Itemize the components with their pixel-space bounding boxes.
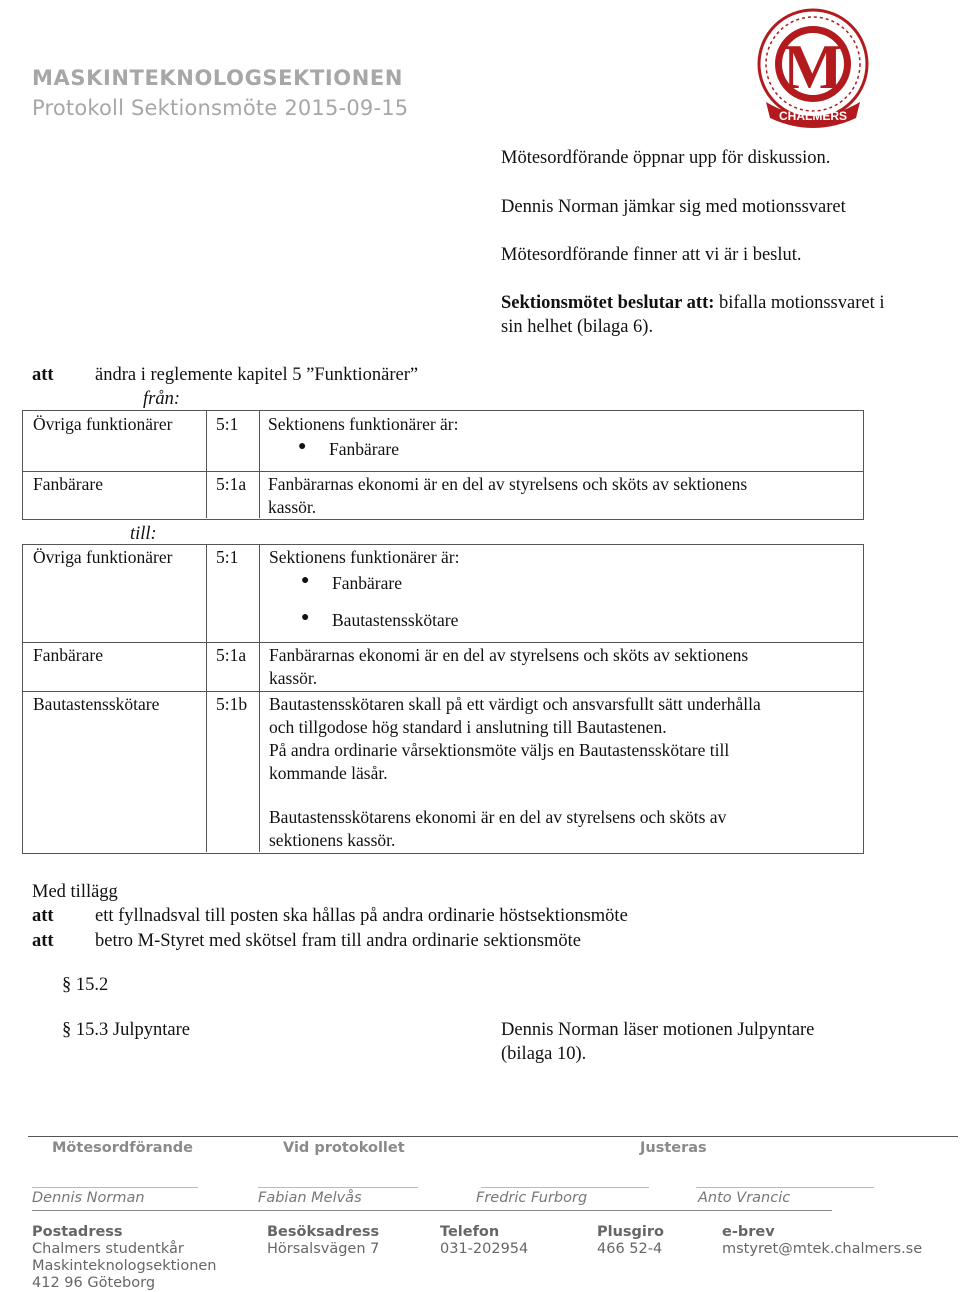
addition-item: ett fyllnadsval till posten ska hållas på andra ordinarie höstsektionsmöte bbox=[95, 906, 628, 926]
footer-divider bbox=[28, 1136, 958, 1137]
motion-change-text: ändra i reglemente kapitel 5 ”Funktionärer” bbox=[95, 365, 419, 385]
section-15-3-text-2: (bilaga 10). bbox=[501, 1044, 587, 1064]
bullet-icon: ● bbox=[298, 439, 307, 454]
table-row bbox=[23, 471, 863, 518]
bullet-item: Bautastensskötare bbox=[332, 610, 459, 630]
resolution-text-1: bifalla motionssvaret i bbox=[714, 293, 885, 313]
section-15-3-heading: § 15.3 Julpyntare bbox=[62, 1020, 190, 1040]
telefon-label: Telefon bbox=[440, 1224, 500, 1240]
paragraph-resolution bbox=[501, 291, 951, 339]
postadress-line-1: Chalmers studentkår bbox=[32, 1241, 184, 1257]
postadress-line-3: 412 96 Göteborg bbox=[32, 1275, 156, 1291]
row-title: Bautastensskötare bbox=[33, 694, 160, 714]
signature-line bbox=[258, 1187, 418, 1188]
row-title: Fanbärare bbox=[33, 645, 103, 665]
row-text-line-1: Fanbärarnas ekonomi är en del av styrelsens och sköts av sektionens bbox=[269, 645, 749, 665]
paragraph-open-discussion: Mötesordförande öppnar upp för diskussion. bbox=[501, 148, 831, 168]
row-paragraph-number: 5:1 bbox=[216, 547, 239, 567]
table-row bbox=[23, 411, 863, 471]
signer-name: Dennis Norman bbox=[32, 1190, 145, 1206]
ebrev-label: e-brev bbox=[722, 1224, 775, 1240]
section-name: MASKINTEKNOLOGSEKTIONEN bbox=[32, 66, 404, 90]
bullet-icon: ● bbox=[301, 610, 310, 625]
row-text-line-3: På andra ordinarie vårsektionsmöte väljs en Bautastensskötare till bbox=[269, 740, 730, 760]
bullet-item: Fanbärare bbox=[332, 573, 402, 593]
row-text-line-1: Bautastensskötaren skall på ett värdigt och ansvarsfullt sätt underhålla bbox=[269, 694, 761, 714]
document-title: Protokoll Sektionsmöte 2015-09-15 bbox=[32, 96, 409, 120]
regulation-table-from bbox=[22, 410, 864, 520]
plusgiro-value: 466 52-4 bbox=[597, 1241, 663, 1257]
row-text: Sektionens funktionärer är: bbox=[268, 414, 459, 434]
regulation-table-to bbox=[22, 544, 864, 854]
att-keyword: att bbox=[32, 906, 54, 926]
postadress-line-2: Maskinteknologsektionen bbox=[32, 1258, 217, 1274]
signer-name: Anto Vrancic bbox=[698, 1190, 791, 1206]
postadress-label: Postadress bbox=[32, 1224, 123, 1240]
row-paragraph-number: 5:1 bbox=[216, 414, 239, 434]
role-chair: Mötesordförande bbox=[52, 1140, 194, 1156]
bullet-icon: ● bbox=[301, 573, 310, 588]
paragraph-decision-ready: Mötesordförande finner att vi är i beslut. bbox=[501, 245, 802, 265]
row-text-line-5: Bautastensskötarens ekonomi är en del av styrelsens och sköts av bbox=[269, 807, 727, 827]
bullet-item: Fanbärare bbox=[329, 439, 399, 459]
addition-item: betro M-Styret med skötsel fram till andra ordinarie sektionsmöte bbox=[95, 931, 582, 951]
signature-line bbox=[696, 1187, 874, 1188]
row-text-line-2: kassör. bbox=[268, 497, 317, 517]
signer-name: Fredric Furborg bbox=[476, 1190, 588, 1206]
signature-line bbox=[481, 1187, 649, 1188]
resolution-label: Sektionsmötet beslutar att: bbox=[501, 293, 715, 313]
section-15-2: § 15.2 bbox=[62, 975, 109, 995]
plusgiro-label: Plusgiro bbox=[597, 1224, 665, 1240]
signer-name: Fabian Melvås bbox=[258, 1190, 362, 1206]
row-title: Fanbärare bbox=[33, 474, 103, 494]
row-title: Övriga funktionärer bbox=[33, 547, 173, 567]
logo-letter: M bbox=[782, 31, 844, 102]
logo-text: CHALMERS bbox=[779, 109, 847, 123]
besoksadress-value: Hörsalsvägen 7 bbox=[267, 1241, 380, 1257]
addition-heading: Med tillägg bbox=[32, 882, 118, 902]
paragraph-amendment: Dennis Norman jämkar sig med motionssvaret bbox=[501, 197, 846, 217]
to-label: till: bbox=[130, 524, 157, 544]
row-paragraph-number: 5:1a bbox=[216, 645, 247, 665]
signature-line bbox=[32, 1187, 198, 1188]
row-title: Övriga funktionärer bbox=[33, 414, 173, 434]
ebrev-value[interactable]: mstyret@mtek.chalmers.se bbox=[722, 1241, 923, 1257]
chalmers-logo bbox=[748, 6, 878, 130]
att-keyword: att bbox=[32, 931, 54, 951]
att-keyword: att bbox=[32, 365, 54, 385]
row-paragraph-number: 5:1b bbox=[216, 694, 248, 714]
row-text-line-4: kommande läsår. bbox=[269, 763, 388, 783]
table-row bbox=[23, 642, 863, 691]
role-adjusters: Justeras bbox=[640, 1140, 707, 1156]
table-row bbox=[23, 691, 863, 852]
row-text-line-2: kassör. bbox=[269, 668, 318, 688]
section-15-3-text-1: Dennis Norman läser motionen Julpyntare bbox=[501, 1020, 815, 1040]
row-text: Sektionens funktionärer är: bbox=[269, 547, 460, 567]
row-text-line-1: Fanbärarnas ekonomi är en del av styrelsens och sköts av sektionens bbox=[268, 474, 748, 494]
telefon-value: 031-202954 bbox=[440, 1241, 529, 1257]
row-text-line-2: och tillgodose hög standard i anslutning till Bautastenen. bbox=[269, 717, 667, 737]
row-paragraph-number: 5:1a bbox=[216, 474, 247, 494]
row-text-line-6: sektionens kassör. bbox=[269, 830, 396, 850]
besoksadress-label: Besöksadress bbox=[267, 1224, 380, 1240]
role-secretary: Vid protokollet bbox=[283, 1140, 405, 1156]
from-label: från: bbox=[143, 389, 180, 409]
signature-divider bbox=[32, 1210, 832, 1211]
table-row bbox=[23, 545, 863, 642]
resolution-text-2: sin helhet (bilaga 6). bbox=[501, 317, 654, 337]
